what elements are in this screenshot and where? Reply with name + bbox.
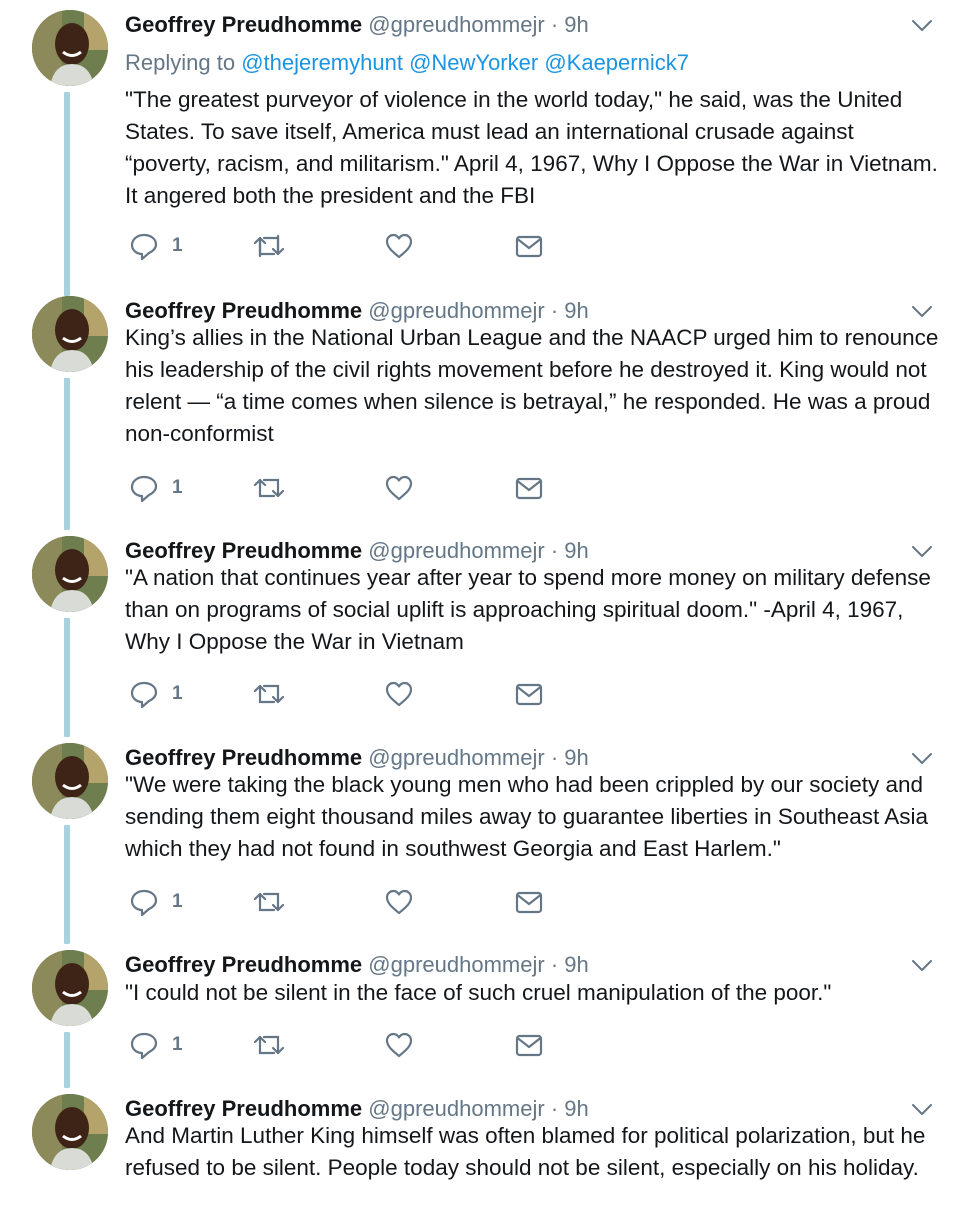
retweet-icon [252,1029,286,1061]
tweet-text: "I could not be silent in the face of such cruel manipulation of the poor." [125,980,832,1005]
retweet-button[interactable] [252,472,286,504]
separator: · [550,952,559,977]
reply-count: 1 [172,477,183,498]
direct-message-button[interactable] [514,472,544,504]
reply-count: 1 [172,683,183,704]
heart-icon [384,473,414,503]
avatar[interactable] [32,536,108,612]
chevron-down-icon[interactable] [910,18,934,34]
mention-link[interactable]: @thejeremyhunt [241,50,403,75]
avatar[interactable] [32,1094,108,1170]
timestamp[interactable]: 9h [564,745,589,770]
direct-message-button[interactable] [514,230,544,262]
reply-count: 1 [172,235,183,256]
retweet-icon [252,230,286,262]
reply-count: 1 [172,891,183,912]
tweet-text: "A nation that continues year after year to spend more money on military defense than on programs of social uplift is approaching spiritual doom." -April 4, 1967, Why I Oppose the War in Vietnam [125,565,931,654]
chevron-down-icon[interactable] [910,304,934,320]
envelope-icon [514,231,544,261]
tweet-header [125,10,940,40]
retweet-button[interactable] [252,678,286,710]
reply-icon [128,678,160,710]
like-button[interactable] [384,886,414,918]
timestamp[interactable]: 9h [564,952,589,977]
retweet-button[interactable] [252,886,286,918]
chevron-down-icon[interactable] [910,958,934,974]
reply-button[interactable] [128,472,183,504]
chevron-down-icon[interactable] [910,751,934,767]
tweet-header [125,950,940,980]
chevron-down-icon[interactable] [910,1102,934,1118]
reply-icon [128,230,160,262]
tweet[interactable] [0,4,980,290]
author-name[interactable]: Geoffrey Preudhomme [125,538,363,563]
reply-button[interactable] [128,886,183,918]
heart-icon [384,1030,414,1060]
separator: · [550,538,559,563]
author-handle[interactable]: @gpreudhommejr [368,1096,545,1121]
separator: · [550,1096,559,1121]
reply-icon [128,886,160,918]
reply-button[interactable] [128,230,183,262]
separator: · [550,12,559,37]
thread-connector [64,92,70,296]
reply-button[interactable] [128,678,183,710]
tweet-actions [128,678,568,710]
reply-context [125,48,689,78]
separator: · [550,745,559,770]
heart-icon [384,887,414,917]
retweet-icon [252,472,286,504]
tweet-text: "The greatest purveyor of violence in the world today," he said, was the United States. To save itself, America must lead an international crusade against “poverty, racism, and militarism." April 4, 1967, Why I Oppose the War in Vietnam. It angered both the president and the FBI [125,87,938,208]
direct-message-button[interactable] [514,886,544,918]
tweet[interactable] [0,290,980,530]
heart-icon [384,679,414,709]
thread-connector [64,1032,70,1088]
mention-link[interactable]: @NewYorker [409,50,539,75]
retweet-icon [252,886,286,918]
author-handle[interactable]: @gpreudhommejr [368,745,545,770]
avatar[interactable] [32,950,108,1026]
thread-connector [64,378,70,530]
tweet-actions [128,472,568,504]
like-button[interactable] [384,472,414,504]
direct-message-button[interactable] [514,1029,544,1061]
author-name[interactable]: Geoffrey Preudhomme [125,12,363,37]
envelope-icon [514,1030,544,1060]
chevron-down-icon[interactable] [910,544,934,560]
timestamp[interactable]: 9h [564,298,589,323]
direct-message-button[interactable] [514,678,544,710]
retweet-icon [252,678,286,710]
envelope-icon [514,679,544,709]
replying-to-label: Replying to [125,50,236,75]
author-name[interactable]: Geoffrey Preudhomme [125,952,363,977]
tweet-actions [128,230,568,262]
tweet[interactable] [0,1088,980,1221]
tweet-actions [128,886,568,918]
mention-link[interactable]: @Kaepernick7 [544,50,689,75]
tweet[interactable] [0,530,980,737]
timestamp[interactable]: 9h [564,1096,589,1121]
timestamp[interactable]: 9h [564,538,589,563]
author-handle[interactable]: @gpreudhommejr [368,538,545,563]
author-name[interactable]: Geoffrey Preudhomme [125,298,363,323]
tweet-text: King’s allies in the National Urban League and the NAACP urged him to renounce his leadership of the civil rights movement before he destroyed it. King would not relent — “a time comes when silence is betrayal,” he responded. He was a proud non-conformist [125,325,939,446]
author-name[interactable]: Geoffrey Preudhomme [125,745,363,770]
separator: · [550,298,559,323]
envelope-icon [514,887,544,917]
timestamp[interactable]: 9h [564,12,589,37]
retweet-button[interactable] [252,1029,286,1061]
tweet-text: "We were taking the black young men who had been crippled by our society and sending them eight thousand miles away to guarantee liberties in Southeast Asia which they had not found in southwest Georgia and East Harlem." [125,772,929,861]
envelope-icon [514,473,544,503]
like-button[interactable] [384,678,414,710]
avatar[interactable] [32,296,108,372]
tweet[interactable] [0,944,980,1088]
tweet-actions [128,1029,568,1061]
avatar[interactable] [32,10,108,86]
reply-icon [128,1029,160,1061]
reply-button[interactable] [128,1029,183,1061]
like-button[interactable] [384,230,414,262]
heart-icon [384,231,414,261]
thread-connector [64,618,70,737]
retweet-button[interactable] [252,230,286,262]
tweet-text: And Martin Luther King himself was often blamed for political polarization, but he refused to be silent. People today should not be silent, especially on his holiday. [125,1123,926,1180]
reply-count: 1 [172,1034,183,1055]
author-handle[interactable]: @gpreudhommejr [368,298,545,323]
reply-icon [128,472,160,504]
thread-connector [64,825,70,944]
avatar[interactable] [32,743,108,819]
author-name[interactable]: Geoffrey Preudhomme [125,1096,363,1121]
like-button[interactable] [384,1029,414,1061]
author-handle[interactable]: @gpreudhommejr [368,12,545,37]
tweet[interactable] [0,737,980,944]
author-handle[interactable]: @gpreudhommejr [368,952,545,977]
